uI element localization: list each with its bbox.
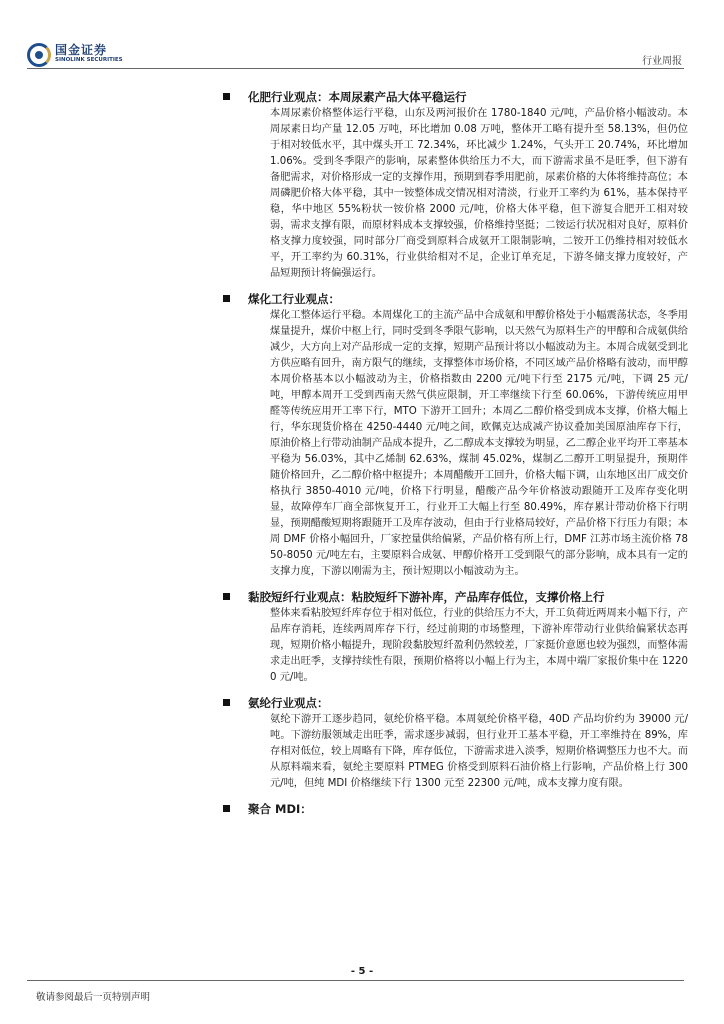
square-bullet-icon	[223, 805, 230, 812]
section-polymeric-mdi	[248, 800, 688, 818]
company-logo	[27, 43, 123, 65]
section-fertilizer	[248, 88, 688, 282]
section-title: 煤化工行业观点：	[223, 290, 688, 308]
square-bullet-icon	[223, 593, 230, 600]
page-number: - 5 -	[350, 966, 374, 977]
section-title: 黏胶短纤行业观点：粘胶短纤下游补库，产品库存低位，支撑价格上行	[223, 588, 688, 606]
section-viscose	[248, 588, 688, 686]
section-coal-chemical	[248, 290, 688, 580]
square-bullet-icon	[223, 93, 230, 100]
section-title: 化肥行业观点：本周尿素产品大体平稳运行	[223, 88, 688, 106]
sinolink-logo-icon	[27, 43, 49, 65]
footer-divider	[27, 980, 684, 981]
section-spandex	[248, 694, 688, 792]
page-header	[0, 0, 724, 72]
report-body	[248, 80, 688, 822]
square-bullet-icon	[223, 295, 230, 302]
square-bullet-icon	[223, 699, 230, 706]
section-paragraph: 煤化工整体运行平稳。本周煤化工的主流产品中合成氨和甲醇价格处于小幅震荡状态，冬季用煤量提升，煤价中枢上行，同时受到冬季限气影响，以天然气为原料生产的甲醇和合成氨供给减少，大方向上对产品形成一定的支撑，短期产品预计将以小幅波动为主。本周合成氨受到北方供应略有回升，南方限气的继续，支撑整体市场价格，不同区域产品价格略有波动，而甲醇本周价格基本以小幅波动为主，价格指数由 2200 元/吨下行至 2175 元/吨，下调 25 元/吨，甲醇本周开工受到西南天然气供应限制，开工率继续下行至 60.06%，下游传统应用甲醛等传统应用开工率下行，MTO 下游开工回升；本周乙二醇价格受到成本支撑，价格大幅上行，华东现货价格在 4250-4440 元/吨之间，欧佩克达成减产协议叠加美国原油库存下行，原油价格上行带动油制产品成本提升，乙二醇成本支撑较为明显，乙二醇企业平均开工率基本平稳为 56.03%，其中乙烯制 62.63%，煤制 45.02%，煤制乙二醇开工明显提升，预期伴随价格回升，乙二醇价格中枢提升；本周醋酸开工回升，价格大幅下调，山东地区出厂成交价格执行 3850-4010 元/吨，价格下行明显，醋酸产品今年价格波动跟随开工及库存变化明显，故障停车厂商全部恢复开工，行业开工大幅上行至 80.49%，库存累计带动价格下行明显，预期醋酸短期将跟随开工及库存波动，但由于行业格局较好，产品价格下行压力有限；本周 DMF 价格小幅回升，厂家控量供给偏紧，产品价格有所上行，DMF 江苏市场主流价格 7850-8050 元/吨左右，主要原料合成氨、甲醇价格开工受到限气的部分影响，成本具有一定的支撑力度，下游以刚需为主，预计短期以小幅波动为主。	[270, 310, 688, 577]
logo-chinese-name: 国金证券	[55, 43, 108, 58]
section-paragraph: 氨纶下游开工逐步趋同，氨纶价格平稳。本周氨纶价格平稳，40D 产品均价约为 39000 元/吨。下游纺服领域走出旺季，需求逐步减弱，但行业开工基本平稳，开工率维持在 89%，库存相对低位，较上周略有下降，库存低位，下游需求进入淡季，短期价格调整压力也不大。而从原料端来看，氨纶主要原料 PTMEG 价格受到原料石油价格上行影响，产品价格上行 300 元/吨，但纯 MDI 价格继续下行 1300 元至 22300 元/吨，成本支撑力度有限。	[270, 714, 688, 789]
section-paragraph: 整体来看粘胶短纤库存位于相对低位，行业的供给压力不大，开工负荷近两周来小幅下行，产品库存消耗，连续两周库存下行，经过前期的市场整理，下游补库带动行业供给偏紧状态再现，短期价格小幅提升，现阶段黏胶短纤盈利仍然较差，厂家挺价意愿也较为强烈，而整体需求走出旺季，支撑持续性有限，预期价格将以小幅上行为主，本周中端厂家报价集中在 12200 元/吨。	[270, 608, 688, 683]
section-paragraph: 本周尿素价格整体运行平稳，山东及两河报价在 1780-1840 元/吨，产品价格小幅波动。本周尿素日均产量 12.05 万吨，环比增加 0.08 万吨，整体开工略有提升至 58.13%，但仍位于相对较低水平，其中煤头开工 72.34%，环比减少 1.24%，气头开工 20.74%，环比增加 1.06%。受到冬季限产的影响，尿素整体供给压力不大，而下游需求虽不是旺季，但下游有备肥需求，对价格形成一定的支撑作用，预期到春季用肥前，尿素价格的大体将维持高位；本周磷肥价格大体平稳，其中一铵整体成交情况相对清淡，行业开工率约为 61%，基本保持平稳，华中地区 55%粉状一铵价格 2000 元/吨，价格大体平稳，但下游复合肥开工相对较弱，需求支撑有限，而原材料成本支撑较强，价格维持坚挺；二铵运行状况相对良好，原料价格支撑力度较强，同时部分厂商受到原料合成氨开工限制影响，二铵开工仍维持相对较低水平，开工率约为 60.31%，行业供给相对不足，企业订单充足，下游冬储支撑力度较好，产品短期预计将偏强运行。	[270, 108, 688, 279]
section-title: 聚合 MDI：	[223, 800, 688, 818]
footer-disclaimer: 敬请参阅最后一页特别声明	[36, 992, 151, 1003]
section-title: 氨纶行业观点：	[223, 694, 688, 712]
logo-english-name: SINOLINK SECURITIES	[55, 57, 123, 64]
header-divider	[27, 68, 684, 69]
report-type-label: 行业周报	[642, 56, 682, 67]
